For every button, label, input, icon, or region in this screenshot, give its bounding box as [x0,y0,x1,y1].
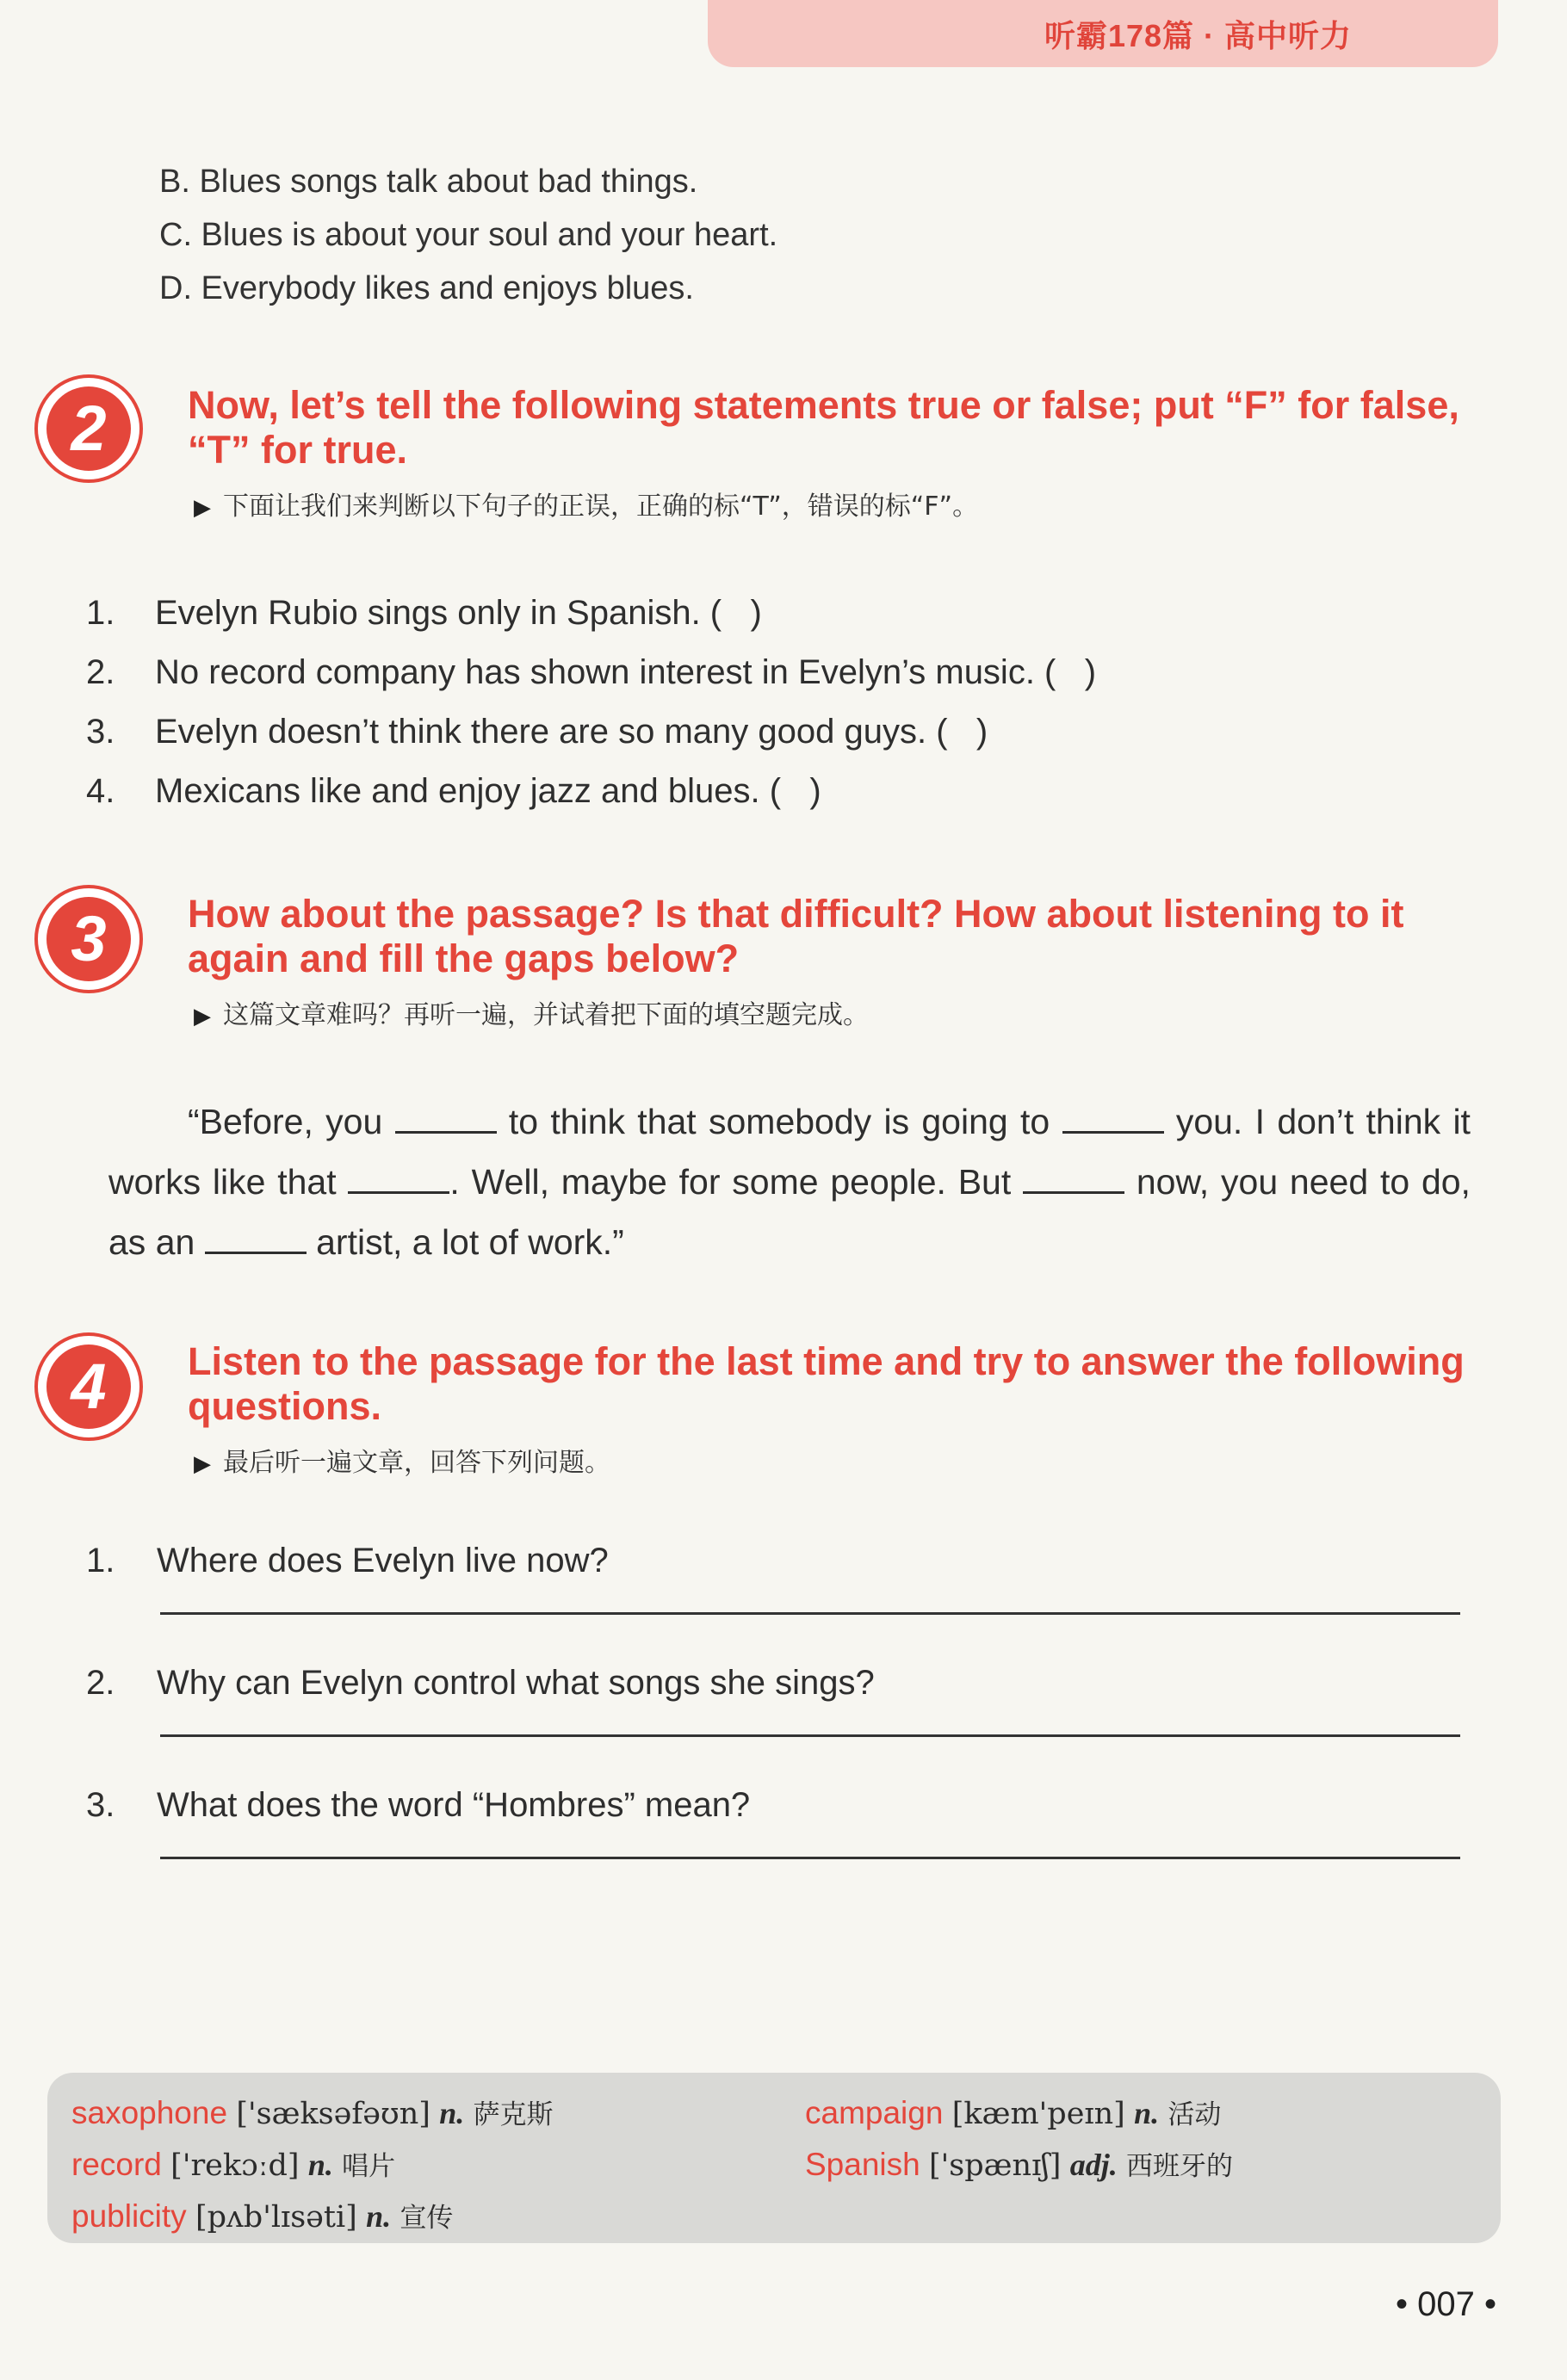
vocab-word: campaign [805,2095,944,2130]
statement-item [86,762,1096,821]
section-number-badge [34,374,143,483]
statement-text: Mexicans like and enjoy jazz and blues. ( ) [155,772,821,810]
question-number: 3. [86,1786,115,1824]
section-number: 3 [46,897,131,981]
question-text: What does the word “Hombres” mean? [157,1786,751,1824]
vocab-pos: n. [1134,2096,1160,2130]
gap-fill-passage [108,1091,1471,1272]
passage-text: to think that somebody is going to [508,1102,1050,1141]
question-number: 1. [86,1542,115,1579]
vocabulary-entry [805,2140,1233,2191]
passage-text: now, you need to do, as an [108,1162,1471,1262]
vocab-pos: n. [307,2148,333,2182]
vocab-word: publicity [71,2198,187,2234]
option-b: B. Blues songs talk about bad things. [159,164,698,200]
vocab-phonetic: ['spænɪʃ] [929,2148,1062,2183]
answer-line[interactable] [160,1857,1460,1859]
section-number-badge [34,885,143,993]
statement-item [86,702,1096,762]
vocabulary-entry [71,2088,554,2140]
vocabulary-entry [71,2140,554,2191]
blank-3[interactable] [348,1162,449,1194]
subtitle-text: 这篇文章难吗？再听一遍，并试着把下面的填空题完成。 [223,1000,869,1030]
play-triangle-icon: ▶ [194,1004,211,1029]
vocab-pos: n. [366,2199,392,2234]
passage-text: “Before, you [188,1102,383,1141]
passage-text: you. I don’t think it works like that [108,1102,1471,1202]
blank-1[interactable] [395,1102,497,1134]
vocab-meaning: 西班牙的 [1126,2151,1234,2182]
vocab-meaning: 宣传 [399,2203,454,2234]
blank-4[interactable] [1023,1162,1124,1194]
page-number: • 007 • [1396,2285,1496,2323]
section-subtitle [194,1441,610,1479]
option-c: C. Blues is about your soul and your heart. [159,217,778,253]
statement-text: Evelyn doesn’t think there are so many good guys. ( ) [155,713,988,751]
statement-item [86,584,1096,643]
question-number: 2. [86,1664,115,1702]
vocab-pos: adj. [1069,2148,1118,2182]
question-item [86,1542,1464,1664]
section-subtitle [194,993,869,1031]
question-list [86,1542,1464,1908]
vocab-word: saxophone [71,2095,228,2130]
subtitle-text: 最后听一遍文章，回答下列问题。 [223,1448,610,1478]
vocab-word: record [71,2147,162,2182]
blank-5[interactable] [205,1222,307,1254]
passage-text: artist, a lot of work.” [316,1222,624,1262]
section-number: 4 [46,1345,131,1429]
statement-text: No record company has shown interest in Evelyn’s music. ( ) [155,653,1097,691]
item-number: 1. [86,594,115,632]
vocabulary-column-right [805,2088,1233,2191]
vocabulary-column-left [71,2088,554,2243]
vocab-phonetic: [pʌb'lɪsəti] [195,2200,357,2235]
item-number: 4. [86,772,115,810]
vocabulary-entry [805,2088,1233,2140]
statement-list [86,584,1096,821]
section-subtitle [194,485,978,522]
section-number: 2 [46,386,131,471]
vocabulary-box [47,2073,1501,2243]
section-title: Now, let’s tell the following statements true or false; put “F” for false, “T” for true. [188,383,1459,472]
statement-item [86,643,1096,702]
vocab-phonetic: ['rekɔːd] [170,2148,300,2183]
vocabulary-entry [71,2191,554,2243]
statement-text: Evelyn Rubio sings only in Spanish. ( ) [155,594,762,632]
vocab-meaning: 活动 [1168,2099,1222,2130]
question-item [86,1786,1464,1908]
book-title: 听霸178篇 · 高中听力 [1044,18,1352,53]
question-text: Why can Evelyn control what songs she sings? [157,1664,875,1702]
blank-2[interactable] [1062,1102,1164,1134]
subtitle-text: 下面让我们来判断以下句子的正误，正确的标“T”，错误的标“F”。 [223,491,979,522]
section-title: How about the passage? Is that difficult? How about listening to it again and fill the gaps below? [188,892,1404,980]
section-number-badge [34,1332,143,1441]
play-triangle-icon: ▶ [194,1451,211,1477]
option-d: D. Everybody likes and enjoys blues. [159,270,694,306]
vocab-meaning: 萨克斯 [473,2099,554,2130]
passage-text: . Well, maybe for some people. But [449,1162,1012,1202]
play-triangle-icon: ▶ [194,495,211,521]
question-item [86,1664,1464,1786]
vocab-phonetic: ['sæksəfəʊn] [236,2097,430,2131]
vocab-word: Spanish [805,2147,920,2182]
vocab-pos: n. [439,2096,465,2130]
answer-line[interactable] [160,1612,1460,1615]
vocab-meaning: 唱片 [342,2151,396,2182]
item-number: 3. [86,713,115,751]
section-title: Listen to the passage for the last time and try to answer the following questions. [188,1339,1465,1428]
header-tab [708,0,1498,67]
item-number: 2. [86,653,115,691]
vocab-phonetic: [kæm'peɪn] [951,2097,1125,2131]
option-list [159,155,777,315]
answer-line[interactable] [160,1734,1460,1737]
question-text: Where does Evelyn live now? [157,1542,609,1579]
